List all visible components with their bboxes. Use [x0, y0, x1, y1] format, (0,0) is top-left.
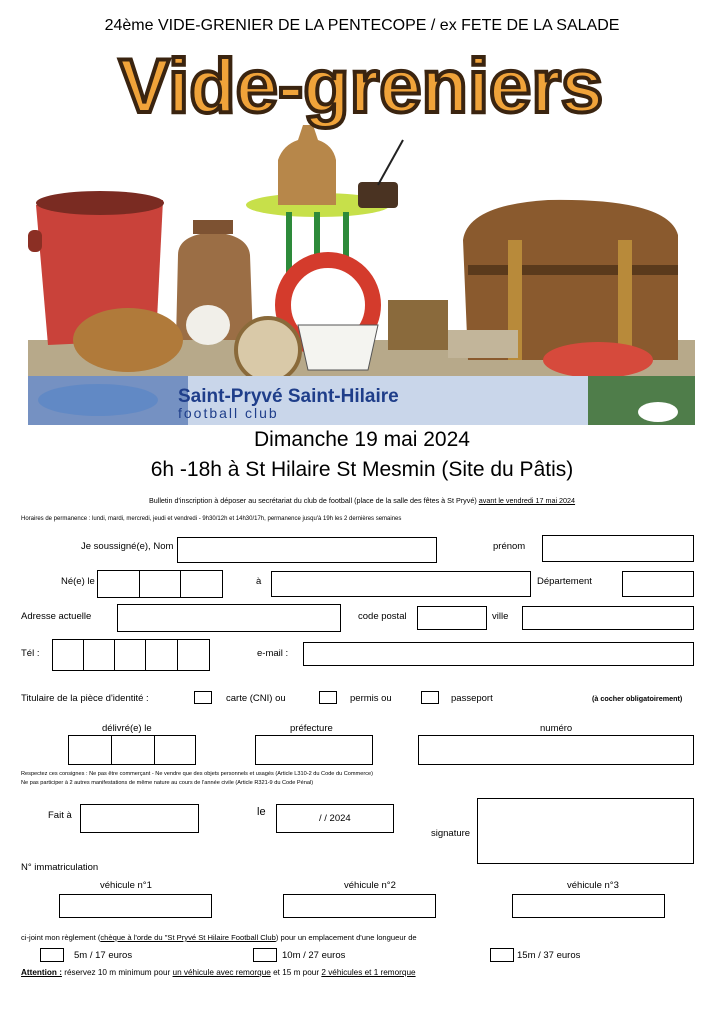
bulletin-instructions: Bulletin d'inscription à déposer au secrétariat du club de football (place de la salle des fêtes à St Pryvé) avant le vendredi 17 mai 2024 — [148, 496, 576, 505]
number-label: numéro — [540, 723, 573, 734]
email-field[interactable] — [303, 642, 694, 666]
signature-date-field[interactable] — [276, 804, 394, 833]
city-label: ville — [492, 611, 509, 622]
prefecture-label: préfecture — [290, 723, 333, 734]
office-hours: Horaires de permanence : lundi, mardi, mercredi, jeudi et vendredi - 9h30/12h et 14h30/17h, permanence jusqu'à 19h les 2 dernières semaines — [21, 516, 402, 522]
rules-line-1: Respectez ces consignes : Ne pas être commerçant - Ne vendre que des objets personnels et usagés (Article L310-2 du Code du Commerce) — [21, 771, 373, 777]
date-template: / / 2024 — [319, 813, 351, 824]
postal-code-field[interactable] — [417, 606, 487, 630]
id-required-note: (à cocher obligatoirement) — [592, 694, 683, 703]
id-permis-checkbox[interactable] — [319, 691, 337, 704]
id-cni-label: carte (CNI) ou — [226, 693, 286, 704]
vehicle-2-label: véhicule n°2 — [344, 880, 396, 891]
address-field[interactable] — [117, 604, 341, 632]
id-number-field[interactable] — [418, 735, 694, 765]
postal-code-label: code postal — [358, 611, 407, 622]
date-label: le — [257, 806, 266, 818]
made-at-field[interactable] — [80, 804, 199, 833]
made-at-label: Fait à — [48, 810, 72, 821]
price-15m-label: 15m / 37 euros — [517, 950, 581, 961]
vehicle-2-field[interactable] — [283, 894, 436, 918]
birthdate-field[interactable] — [97, 570, 223, 598]
id-permis-label: permis ou — [350, 693, 392, 704]
price-5m-checkbox[interactable] — [40, 948, 64, 962]
id-document-label: Titulaire de la pièce d'identité : — [21, 693, 149, 704]
signature-label: signature — [431, 828, 471, 839]
vehicle-3-field[interactable] — [512, 894, 665, 918]
price-10m-checkbox[interactable] — [253, 948, 277, 962]
vehicle-1-label: véhicule n°1 — [100, 880, 152, 891]
department-label: Département — [537, 576, 592, 587]
vehicle-1-field[interactable] — [59, 894, 212, 918]
price-15m-checkbox[interactable] — [490, 948, 514, 962]
attention-note: Attention : réservez 10 m minimum pour un véhicule avec remorque et 15 m pour 2 véhicules et 1 remorque — [21, 968, 416, 977]
id-passport-label: passeport — [451, 693, 493, 704]
rules-line-2: Ne pas participer à 2 autres manifestations de même nature au cours de l'année civile (Article R321-9 du Code Pénal) — [21, 780, 314, 786]
banner-title: Vide-greniers — [118, 44, 604, 129]
email-label: e-mail : — [257, 648, 289, 659]
department-field[interactable] — [622, 571, 694, 597]
banner-illustration — [28, 40, 695, 425]
flea-market-artwork — [28, 40, 695, 425]
payment-cheque: chèque à l'orde du "St Pryvé St Hilaire Football Club — [100, 933, 276, 942]
event-date: Dimanche 19 mai 2024 — [254, 428, 470, 451]
top-title: 24ème VIDE-GRENIER DE LA PENTECOPE / ex FETE DE LA SALADE — [104, 17, 620, 34]
registration-label: N° immatriculation — [21, 862, 99, 873]
phone-field[interactable] — [52, 639, 210, 671]
club-name: Saint-Pryvé Saint-Hilaire — [178, 386, 399, 407]
vehicle-3-label: véhicule n°3 — [567, 880, 619, 891]
prefecture-field[interactable] — [255, 735, 373, 765]
name-label: Je soussigné(e), Nom — [81, 541, 174, 552]
id-passport-checkbox[interactable] — [421, 691, 439, 704]
city-field[interactable] — [522, 606, 694, 630]
phone-label: Tél : — [21, 648, 40, 659]
issued-label: délivré(e) le — [102, 723, 152, 734]
firstname-field[interactable] — [542, 535, 694, 562]
event-time-place: 6h -18h à St Hilaire St Mesmin (Site du Pâtis) — [150, 458, 574, 481]
payment-text: ci-joint mon règlement (chèque à l'orde du "St Pryvé St Hilaire Football Club) pour un emplacement d'une longueur de — [21, 933, 417, 942]
birthplace-label: à — [256, 576, 262, 587]
club-subtitle: football club — [178, 405, 279, 421]
birthdate-label: Né(e) le — [61, 576, 95, 587]
price-10m-label: 10m / 27 euros — [282, 950, 346, 961]
id-cni-checkbox[interactable] — [194, 691, 212, 704]
address-label: Adresse actuelle — [21, 611, 92, 622]
bulletin-deadline: avant le vendredi 17 mai 2024 — [478, 496, 576, 505]
signature-field[interactable] — [477, 798, 694, 864]
attention-label: Attention : — [21, 968, 62, 977]
issued-date-field[interactable] — [68, 735, 196, 765]
name-field[interactable] — [177, 537, 437, 563]
birthplace-field[interactable] — [271, 571, 531, 597]
price-5m-label: 5m / 17 euros — [74, 950, 133, 961]
firstname-label: prénom — [493, 541, 526, 552]
